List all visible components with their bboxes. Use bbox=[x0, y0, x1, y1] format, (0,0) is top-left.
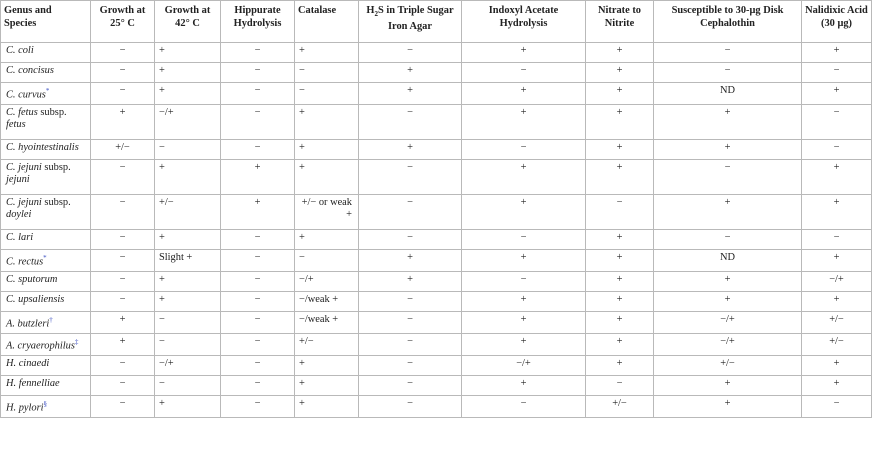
cell-h2s: − bbox=[359, 375, 462, 395]
footnote-mark: § bbox=[43, 399, 48, 408]
cell-hippurate: − bbox=[221, 43, 295, 63]
cell-catalase: − bbox=[295, 249, 359, 271]
cell-h2s: − bbox=[359, 159, 462, 194]
cell-nalidixic: + bbox=[802, 159, 872, 194]
cell-nitrate: + bbox=[586, 43, 654, 63]
species-name: C. curvus* bbox=[1, 83, 91, 105]
table-row bbox=[1, 104, 872, 139]
cell-indoxyl: − bbox=[462, 229, 586, 249]
cell-cephalothin: + bbox=[654, 375, 802, 395]
cell-cephalothin: +/− bbox=[654, 355, 802, 375]
table-row bbox=[1, 83, 872, 105]
cell-growth-25c: − bbox=[91, 291, 155, 311]
cell-indoxyl: + bbox=[462, 333, 586, 355]
cell-hippurate: + bbox=[221, 194, 295, 229]
cell-catalase: −/weak + bbox=[295, 291, 359, 311]
table-row bbox=[1, 194, 872, 229]
cell-nitrate: + bbox=[586, 291, 654, 311]
cell-growth-42c: + bbox=[155, 63, 221, 83]
cell-growth-25c: − bbox=[91, 229, 155, 249]
cell-growth-25c: + bbox=[91, 104, 155, 139]
cell-h2s: − bbox=[359, 333, 462, 355]
cell-growth-42c: + bbox=[155, 229, 221, 249]
cell-indoxyl: + bbox=[462, 43, 586, 63]
cell-nitrate: + bbox=[586, 249, 654, 271]
table-row bbox=[1, 311, 872, 333]
species-name: C. concisus bbox=[1, 63, 91, 83]
cell-indoxyl: − bbox=[462, 395, 586, 417]
cell-indoxyl: + bbox=[462, 194, 586, 229]
table-row bbox=[1, 333, 872, 355]
cell-catalase: + bbox=[295, 395, 359, 417]
cell-h2s: + bbox=[359, 83, 462, 105]
cell-nalidixic: − bbox=[802, 395, 872, 417]
cell-nalidixic: + bbox=[802, 355, 872, 375]
cell-indoxyl: − bbox=[462, 139, 586, 159]
cell-h2s: + bbox=[359, 63, 462, 83]
cell-hippurate: − bbox=[221, 83, 295, 105]
cell-growth-42c: + bbox=[155, 159, 221, 194]
cell-growth-25c: − bbox=[91, 271, 155, 291]
cell-cephalothin: − bbox=[654, 63, 802, 83]
cell-nitrate: − bbox=[586, 194, 654, 229]
table-row bbox=[1, 249, 872, 271]
cell-growth-42c: +/− bbox=[155, 194, 221, 229]
cell-hippurate: − bbox=[221, 311, 295, 333]
cell-h2s: + bbox=[359, 271, 462, 291]
cell-indoxyl: + bbox=[462, 83, 586, 105]
species-name: C. jejuni subsp. jejuni bbox=[1, 159, 91, 194]
table-row bbox=[1, 139, 872, 159]
cell-nitrate: + bbox=[586, 159, 654, 194]
species-name: C. lari bbox=[1, 229, 91, 249]
species-name: H. cinaedi bbox=[1, 355, 91, 375]
cell-h2s: + bbox=[359, 139, 462, 159]
species-name: C. upsaliensis bbox=[1, 291, 91, 311]
cell-growth-42c: − bbox=[155, 311, 221, 333]
cell-h2s: − bbox=[359, 229, 462, 249]
cell-h2s: − bbox=[359, 43, 462, 63]
cell-growth-42c: − bbox=[155, 375, 221, 395]
cell-growth-42c: − bbox=[155, 333, 221, 355]
cell-cephalothin: + bbox=[654, 291, 802, 311]
species-name: A. cryaerophilus‡ bbox=[1, 333, 91, 355]
cell-nitrate: − bbox=[586, 375, 654, 395]
cell-nalidixic: + bbox=[802, 291, 872, 311]
cell-cephalothin: + bbox=[654, 194, 802, 229]
cell-nitrate: + bbox=[586, 83, 654, 105]
cell-hippurate: − bbox=[221, 104, 295, 139]
cell-hippurate: − bbox=[221, 249, 295, 271]
cell-cephalothin: + bbox=[654, 271, 802, 291]
cell-h2s: − bbox=[359, 104, 462, 139]
cell-cephalothin: −/+ bbox=[654, 333, 802, 355]
cell-hippurate: − bbox=[221, 139, 295, 159]
cell-nalidixic: + bbox=[802, 83, 872, 105]
header-nalidixic-acid: Nalidixic Acid (30 μg) bbox=[802, 1, 872, 43]
cell-hippurate: − bbox=[221, 271, 295, 291]
cell-catalase: +/− bbox=[295, 333, 359, 355]
cell-indoxyl: + bbox=[462, 104, 586, 139]
table-row bbox=[1, 271, 872, 291]
cell-indoxyl: + bbox=[462, 159, 586, 194]
cell-growth-25c: − bbox=[91, 249, 155, 271]
cell-cephalothin: − bbox=[654, 159, 802, 194]
cell-growth-42c: + bbox=[155, 395, 221, 417]
table-row bbox=[1, 229, 872, 249]
header-h2s-tsi: $H_2S$ in Triple Sugar Iron Agar bbox=[359, 1, 462, 43]
cell-cephalothin: + bbox=[654, 104, 802, 139]
cell-hippurate: − bbox=[221, 291, 295, 311]
species-name: A. butzleri† bbox=[1, 311, 91, 333]
header-cephalothin: Susceptible to 30-μg Disk Cephalothin bbox=[654, 1, 802, 43]
cell-h2s: − bbox=[359, 194, 462, 229]
footnote-mark: ‡ bbox=[74, 337, 79, 346]
cell-cephalothin: ND bbox=[654, 249, 802, 271]
header-nitrate-to-nitrite: Nitrate to Nitrite bbox=[586, 1, 654, 43]
cell-cephalothin: ND bbox=[654, 83, 802, 105]
cell-cephalothin: + bbox=[654, 395, 802, 417]
cell-catalase: + bbox=[295, 139, 359, 159]
cell-growth-25c: + bbox=[91, 333, 155, 355]
cell-growth-25c: − bbox=[91, 375, 155, 395]
cell-growth-25c: +/− bbox=[91, 139, 155, 159]
cell-nalidixic: + bbox=[802, 43, 872, 63]
table-row bbox=[1, 63, 872, 83]
table-row bbox=[1, 291, 872, 311]
species-name: C. sputorum bbox=[1, 271, 91, 291]
cell-nitrate: + bbox=[586, 271, 654, 291]
header-indoxyl-acetate: Indoxyl Acetate Hydrolysis bbox=[462, 1, 586, 43]
cell-growth-42c: + bbox=[155, 83, 221, 105]
species-name: H. pylori§ bbox=[1, 395, 91, 417]
cell-nitrate: + bbox=[586, 355, 654, 375]
cell-catalase: + bbox=[295, 355, 359, 375]
species-name: H. fennelliae bbox=[1, 375, 91, 395]
cell-indoxyl: − bbox=[462, 63, 586, 83]
cell-nitrate: +/− bbox=[586, 395, 654, 417]
cell-h2s: − bbox=[359, 355, 462, 375]
cell-h2s: − bbox=[359, 291, 462, 311]
header-catalase: Catalase bbox=[295, 1, 359, 43]
cell-catalase: +/− or weak + bbox=[295, 194, 359, 229]
cell-cephalothin: + bbox=[654, 139, 802, 159]
cell-growth-42c: Slight + bbox=[155, 249, 221, 271]
cell-catalase: − bbox=[295, 83, 359, 105]
cell-h2s: − bbox=[359, 395, 462, 417]
cell-hippurate: − bbox=[221, 355, 295, 375]
cell-nalidixic: − bbox=[802, 139, 872, 159]
table-body bbox=[1, 43, 872, 418]
footnote-mark: * bbox=[43, 253, 47, 262]
cell-indoxyl: + bbox=[462, 375, 586, 395]
header-hippurate-hydrolysis: Hippurate Hydrolysis bbox=[221, 1, 295, 43]
cell-indoxyl: + bbox=[462, 291, 586, 311]
table-header bbox=[1, 1, 872, 43]
cell-nalidixic: − bbox=[802, 104, 872, 139]
cell-hippurate: − bbox=[221, 395, 295, 417]
cell-growth-42c: − bbox=[155, 139, 221, 159]
cell-catalase: −/weak + bbox=[295, 311, 359, 333]
cell-growth-25c: − bbox=[91, 83, 155, 105]
cell-growth-42c: + bbox=[155, 291, 221, 311]
cell-indoxyl: − bbox=[462, 271, 586, 291]
cell-growth-25c: − bbox=[91, 43, 155, 63]
cell-catalase: + bbox=[295, 159, 359, 194]
species-name: C. coli bbox=[1, 43, 91, 63]
footnote-mark: † bbox=[49, 315, 53, 324]
cell-indoxyl: −/+ bbox=[462, 355, 586, 375]
cell-cephalothin: − bbox=[654, 43, 802, 63]
cell-nitrate: + bbox=[586, 139, 654, 159]
cell-growth-25c: − bbox=[91, 63, 155, 83]
cell-nalidixic: − bbox=[802, 229, 872, 249]
table-row bbox=[1, 355, 872, 375]
cell-nalidixic: + bbox=[802, 194, 872, 229]
cell-growth-42c: + bbox=[155, 43, 221, 63]
cell-nalidixic: − bbox=[802, 63, 872, 83]
cell-growth-25c: − bbox=[91, 395, 155, 417]
cell-nitrate: + bbox=[586, 63, 654, 83]
species-name: C. fetus subsp. fetus bbox=[1, 104, 91, 139]
cell-growth-25c: − bbox=[91, 159, 155, 194]
cell-nalidixic: +/− bbox=[802, 333, 872, 355]
cell-catalase: + bbox=[295, 43, 359, 63]
cell-nitrate: + bbox=[586, 333, 654, 355]
table-row bbox=[1, 43, 872, 63]
table-row bbox=[1, 375, 872, 395]
table-row bbox=[1, 395, 872, 417]
cell-nitrate: + bbox=[586, 104, 654, 139]
cell-indoxyl: + bbox=[462, 311, 586, 333]
species-name: C. rectus* bbox=[1, 249, 91, 271]
species-name: C. jejuni subsp. doylei bbox=[1, 194, 91, 229]
cell-nalidixic: + bbox=[802, 249, 872, 271]
table-row bbox=[1, 159, 872, 194]
footnote-mark: * bbox=[45, 87, 50, 95]
cell-indoxyl: + bbox=[462, 249, 586, 271]
cell-hippurate: − bbox=[221, 375, 295, 395]
cell-growth-25c: − bbox=[91, 194, 155, 229]
cell-h2s: − bbox=[359, 311, 462, 333]
cell-hippurate: + bbox=[221, 159, 295, 194]
cell-growth-42c: −/+ bbox=[155, 104, 221, 139]
cell-nalidixic: +/− bbox=[802, 311, 872, 333]
cell-growth-25c: − bbox=[91, 355, 155, 375]
header-growth-25c: Growth at 25° C bbox=[91, 1, 155, 43]
cell-hippurate: − bbox=[221, 333, 295, 355]
species-name: C. hyointestinalis bbox=[1, 139, 91, 159]
cell-catalase: + bbox=[295, 104, 359, 139]
header-genus-species: Genus and Species bbox=[1, 1, 91, 43]
header-growth-42c: Growth at 42° C bbox=[155, 1, 221, 43]
cell-cephalothin: − bbox=[654, 229, 802, 249]
cell-growth-42c: −/+ bbox=[155, 355, 221, 375]
cell-h2s: + bbox=[359, 249, 462, 271]
cell-nalidixic: −/+ bbox=[802, 271, 872, 291]
cell-catalase: − bbox=[295, 63, 359, 83]
cell-growth-25c: + bbox=[91, 311, 155, 333]
cell-hippurate: − bbox=[221, 63, 295, 83]
cell-nitrate: + bbox=[586, 229, 654, 249]
cell-catalase: −/+ bbox=[295, 271, 359, 291]
cell-nitrate: + bbox=[586, 311, 654, 333]
cell-catalase: + bbox=[295, 229, 359, 249]
cell-hippurate: − bbox=[221, 229, 295, 249]
cell-growth-42c: + bbox=[155, 271, 221, 291]
cell-nalidixic: + bbox=[802, 375, 872, 395]
cell-cephalothin: −/+ bbox=[654, 311, 802, 333]
cell-catalase: + bbox=[295, 375, 359, 395]
